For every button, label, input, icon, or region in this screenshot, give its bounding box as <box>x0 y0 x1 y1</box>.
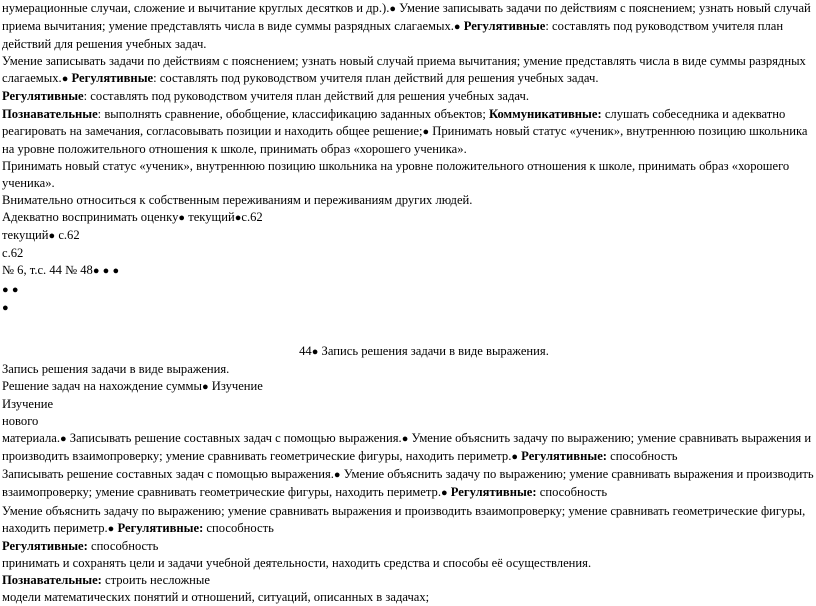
bullet-icon: ● <box>311 345 319 358</box>
text: способность <box>536 485 608 500</box>
spacer <box>2 317 816 343</box>
bullet-icon: ● <box>107 522 115 535</box>
text: с.62 <box>241 210 263 225</box>
bullet-icon: ● <box>389 3 397 15</box>
bullet-icon: ● <box>48 230 56 243</box>
text: Умение объяснить задачу по выражению; умение сравнивать выражения и производить взаимопроверку; умение сравнивать геометрические фигуры, находить периметр. <box>2 467 814 500</box>
text: материала. <box>2 431 60 446</box>
paragraph-4 <box>2 106 816 158</box>
bullet-icon: ● <box>112 265 120 278</box>
text: : составлять под руководством учителя план действий для решения учебных задач. <box>153 71 599 86</box>
paragraph-5: Принимать новый статус «ученик», внутреннюю позицию школьника на уровне положительного отношения к школе, принимать образ «хорошего ученика». <box>2 158 790 190</box>
paragraph-12 <box>2 299 816 317</box>
text: Решение задач на нахождение суммы <box>2 378 202 393</box>
text: Умение объяснить задачу по выражению; умение сравнивать выражения и производить взаимопроверку; умение сравнивать геометрические фигуры, находить периметр. <box>2 503 806 535</box>
bullet-icon: ● <box>92 265 100 278</box>
bullet-icon: ● <box>61 73 69 86</box>
paragraph-23: модели математических понятий и отношений, ситуаций, описанных в задачах; <box>2 590 430 604</box>
text: текущий <box>2 228 49 243</box>
paragraph-15: Изучение <box>2 396 54 411</box>
label-regulative: Регулятивные: <box>114 520 204 535</box>
label-regulative: Регулятивные: <box>447 485 537 500</box>
bullet-icon: ● <box>333 469 341 482</box>
text: Записывать решение составных задач с помощью выражения. <box>66 431 402 446</box>
paragraph-13: Запись решения задачи в виде выражения. <box>2 361 230 376</box>
bullet-icon: ● <box>511 451 519 464</box>
paragraph-21: принимать и сохранять цели и задачи учебной деятельности, находить средства и способы её осуществления. <box>2 555 592 570</box>
paragraph-18 <box>2 466 816 502</box>
bullet-icon: ● <box>60 433 67 446</box>
paragraph-10 <box>2 262 816 280</box>
bullet-icon: ● <box>453 21 461 34</box>
bullet-icon: ● <box>11 283 19 296</box>
bullet-icon: ● <box>201 380 209 393</box>
text: : выполнять сравнение, обобщение, классификацию заданных объектов; <box>97 106 489 121</box>
text: Записывать решение составных задач с помощью выражения. <box>2 467 334 482</box>
bullet-icon: ● <box>422 125 430 138</box>
text: Адекватно воспринимать оценку <box>2 210 179 225</box>
text: нумерационные случаи, сложение и вычитание круглых десятков и др.). <box>2 1 390 15</box>
text: строить несложные <box>101 572 210 587</box>
bullet-icon: ● <box>2 301 9 314</box>
paragraph-19 <box>2 503 816 538</box>
bullet-icon: ● <box>102 265 110 278</box>
label-cognitive: Познавательные: <box>2 572 102 587</box>
paragraph-1 <box>2 0 816 53</box>
lesson-title: Запись решения задачи в виде выражения. <box>318 343 549 358</box>
paragraph-20 <box>2 538 816 555</box>
bullet-icon: ● <box>234 212 242 225</box>
text: : составлять под руководством учителя план действий для решения учебных задач. <box>83 89 529 104</box>
paragraph-14 <box>2 378 816 396</box>
paragraph-8 <box>2 227 816 245</box>
text: № 6, т.с. 44 № 48 <box>2 263 93 278</box>
bullet-icon: ● <box>440 487 448 500</box>
text: слушать собеседника и адекватно реагировать на замечания, согласовывать позиции и находить общее решение; <box>2 106 786 138</box>
text: способность <box>87 538 159 553</box>
bullet-icon: ● <box>401 433 409 446</box>
text: способность <box>203 520 274 535</box>
text: с.62 <box>55 228 80 243</box>
paragraph-17 <box>2 430 816 466</box>
label-communicative: Коммуникативные: <box>488 106 602 121</box>
label-regulative: Регулятивные: <box>518 449 607 464</box>
label-regulative: Регулятивные <box>68 71 154 86</box>
lesson-number: 44 <box>299 343 312 358</box>
text: Изучение <box>208 378 263 393</box>
label-regulative: Регулятивные <box>460 19 546 34</box>
text: текущий <box>185 210 235 225</box>
paragraph-22 <box>2 572 816 589</box>
text: способность <box>606 449 678 464</box>
text: Умение записывать задачи по действиям с пояснением; узнать новый случай приема вычитания; умение представлять числа в виде суммы разрядных слагаемых. <box>2 54 806 86</box>
text: Принимать новый статус «ученик», внутреннюю позицию школьника на уровне положительного отношения к школе, принимать образ «хорошего ученика». <box>2 123 808 156</box>
label-regulative: Регулятивные <box>2 89 84 104</box>
paragraph-3 <box>2 88 816 105</box>
text: : составлять под руководством учителя план действий для решения учебных задач. <box>2 19 784 52</box>
paragraph-2 <box>2 53 816 88</box>
paragraph-7 <box>2 209 816 227</box>
paragraph-6: Внимательно относиться к собственным переживаниям и переживаниям других людей. <box>2 193 473 208</box>
paragraph-16: нового <box>2 414 39 429</box>
label-regulative: Регулятивные: <box>2 538 88 553</box>
lesson-heading <box>2 343 816 361</box>
bullet-icon: ● <box>2 283 9 296</box>
label-cognitive: Познавательные <box>2 106 98 121</box>
bullet-icon: ● <box>178 212 186 225</box>
paragraph-9: с.62 <box>2 246 24 261</box>
paragraph-11 <box>2 281 816 299</box>
text: Умение объяснить задачу по выражению; умение сравнивать выражения и производить взаимопроверку; умение сравнивать геометрические фигуры, находить периметр. <box>2 431 812 464</box>
text: Умение записывать задачи по действиям с пояснением; узнать новый случай приема вычитания; умение представлять числа в виде суммы разрядных слагаемых. <box>2 1 811 34</box>
